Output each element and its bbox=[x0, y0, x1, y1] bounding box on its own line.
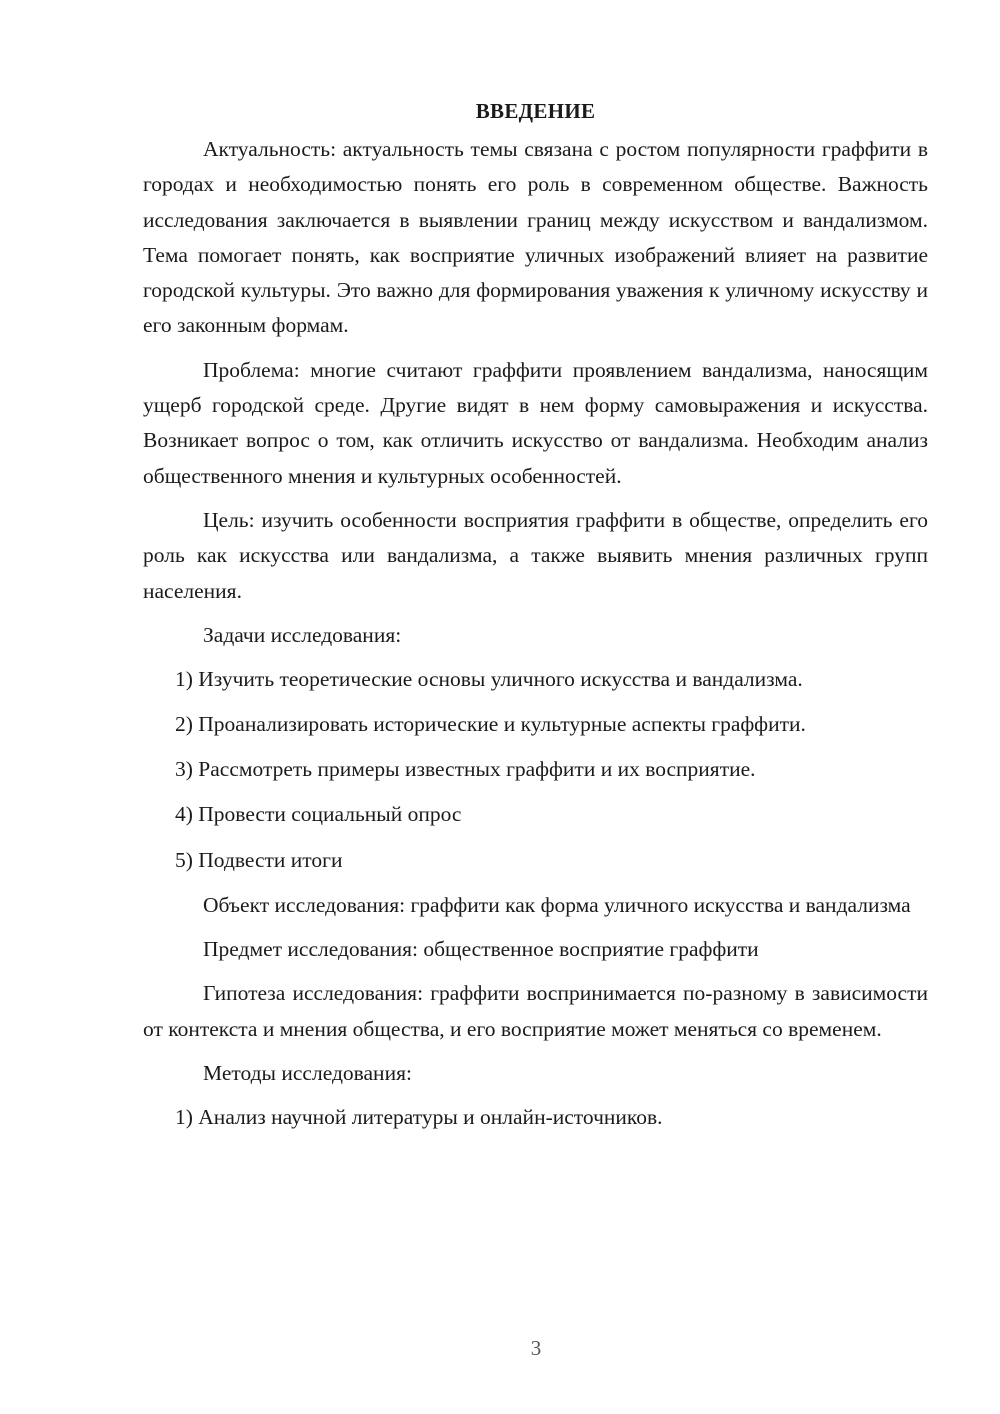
tasks-heading: Задачи исследования: bbox=[203, 622, 402, 647]
methods-list bbox=[143, 1100, 928, 1135]
list-item: 3) Рассмотреть примеры известных граффити и их восприятие. bbox=[175, 757, 756, 782]
subject-paragraph: Предмет исследования: общественное восприятие граффити bbox=[203, 936, 759, 961]
list-item: 4) Провести социальный опрос bbox=[175, 802, 462, 827]
section-title: ВВЕДЕНИЕ bbox=[475, 99, 596, 123]
hypothesis-paragraph: Гипотеза исследования: граффити воспринимается по-разному в зависимости от контекста и мнения общества, и его восприятие может меняться со временем. bbox=[143, 981, 928, 1041]
document-page bbox=[143, 96, 928, 1145]
object-paragraph: Объект исследования: граффити как форма уличного искусства и вандализма bbox=[203, 892, 911, 917]
list-item: 5) Подвести итоги bbox=[175, 847, 343, 872]
tasks-list bbox=[143, 662, 928, 878]
methods-heading: Методы исследования: bbox=[203, 1060, 412, 1085]
goal-paragraph: Цель: изучить особенности восприятия граффити в обществе, определить его роль как искусства или вандализма, а также выявить мнения различных групп населения. bbox=[143, 507, 928, 603]
list-item: 1) Изучить теоретические основы уличного искусства и вандализма. bbox=[175, 667, 803, 692]
problem-paragraph: Проблема: многие считают граффити проявлением вандализма, наносящим ущерб городской среде. Другие видят в нем форму самовыражения и искусства. Возникает вопрос о том, как отличить искусство от вандализма. Необходим анализ общественного мнения и культурных особенностей. bbox=[143, 357, 928, 488]
list-item: 2) Проанализировать исторические и культурные аспекты граффити. bbox=[175, 712, 806, 737]
page-number: 3 bbox=[530, 1336, 542, 1360]
relevance-paragraph: Актуальность: актуальность темы связана с ростом популярности граффити в городах и необходимостью понять его роль в современном обществе. Важность исследования заключается в выявлении границ между искусством и вандализмом. Тема помогает понять, как восприятие уличных изображений влияет на развитие городской культуры. Это важно для формирования уважения к уличному искусству и его законным формам. bbox=[143, 137, 928, 338]
list-item: 1) Анализ научной литературы и онлайн-источников. bbox=[175, 1105, 663, 1130]
